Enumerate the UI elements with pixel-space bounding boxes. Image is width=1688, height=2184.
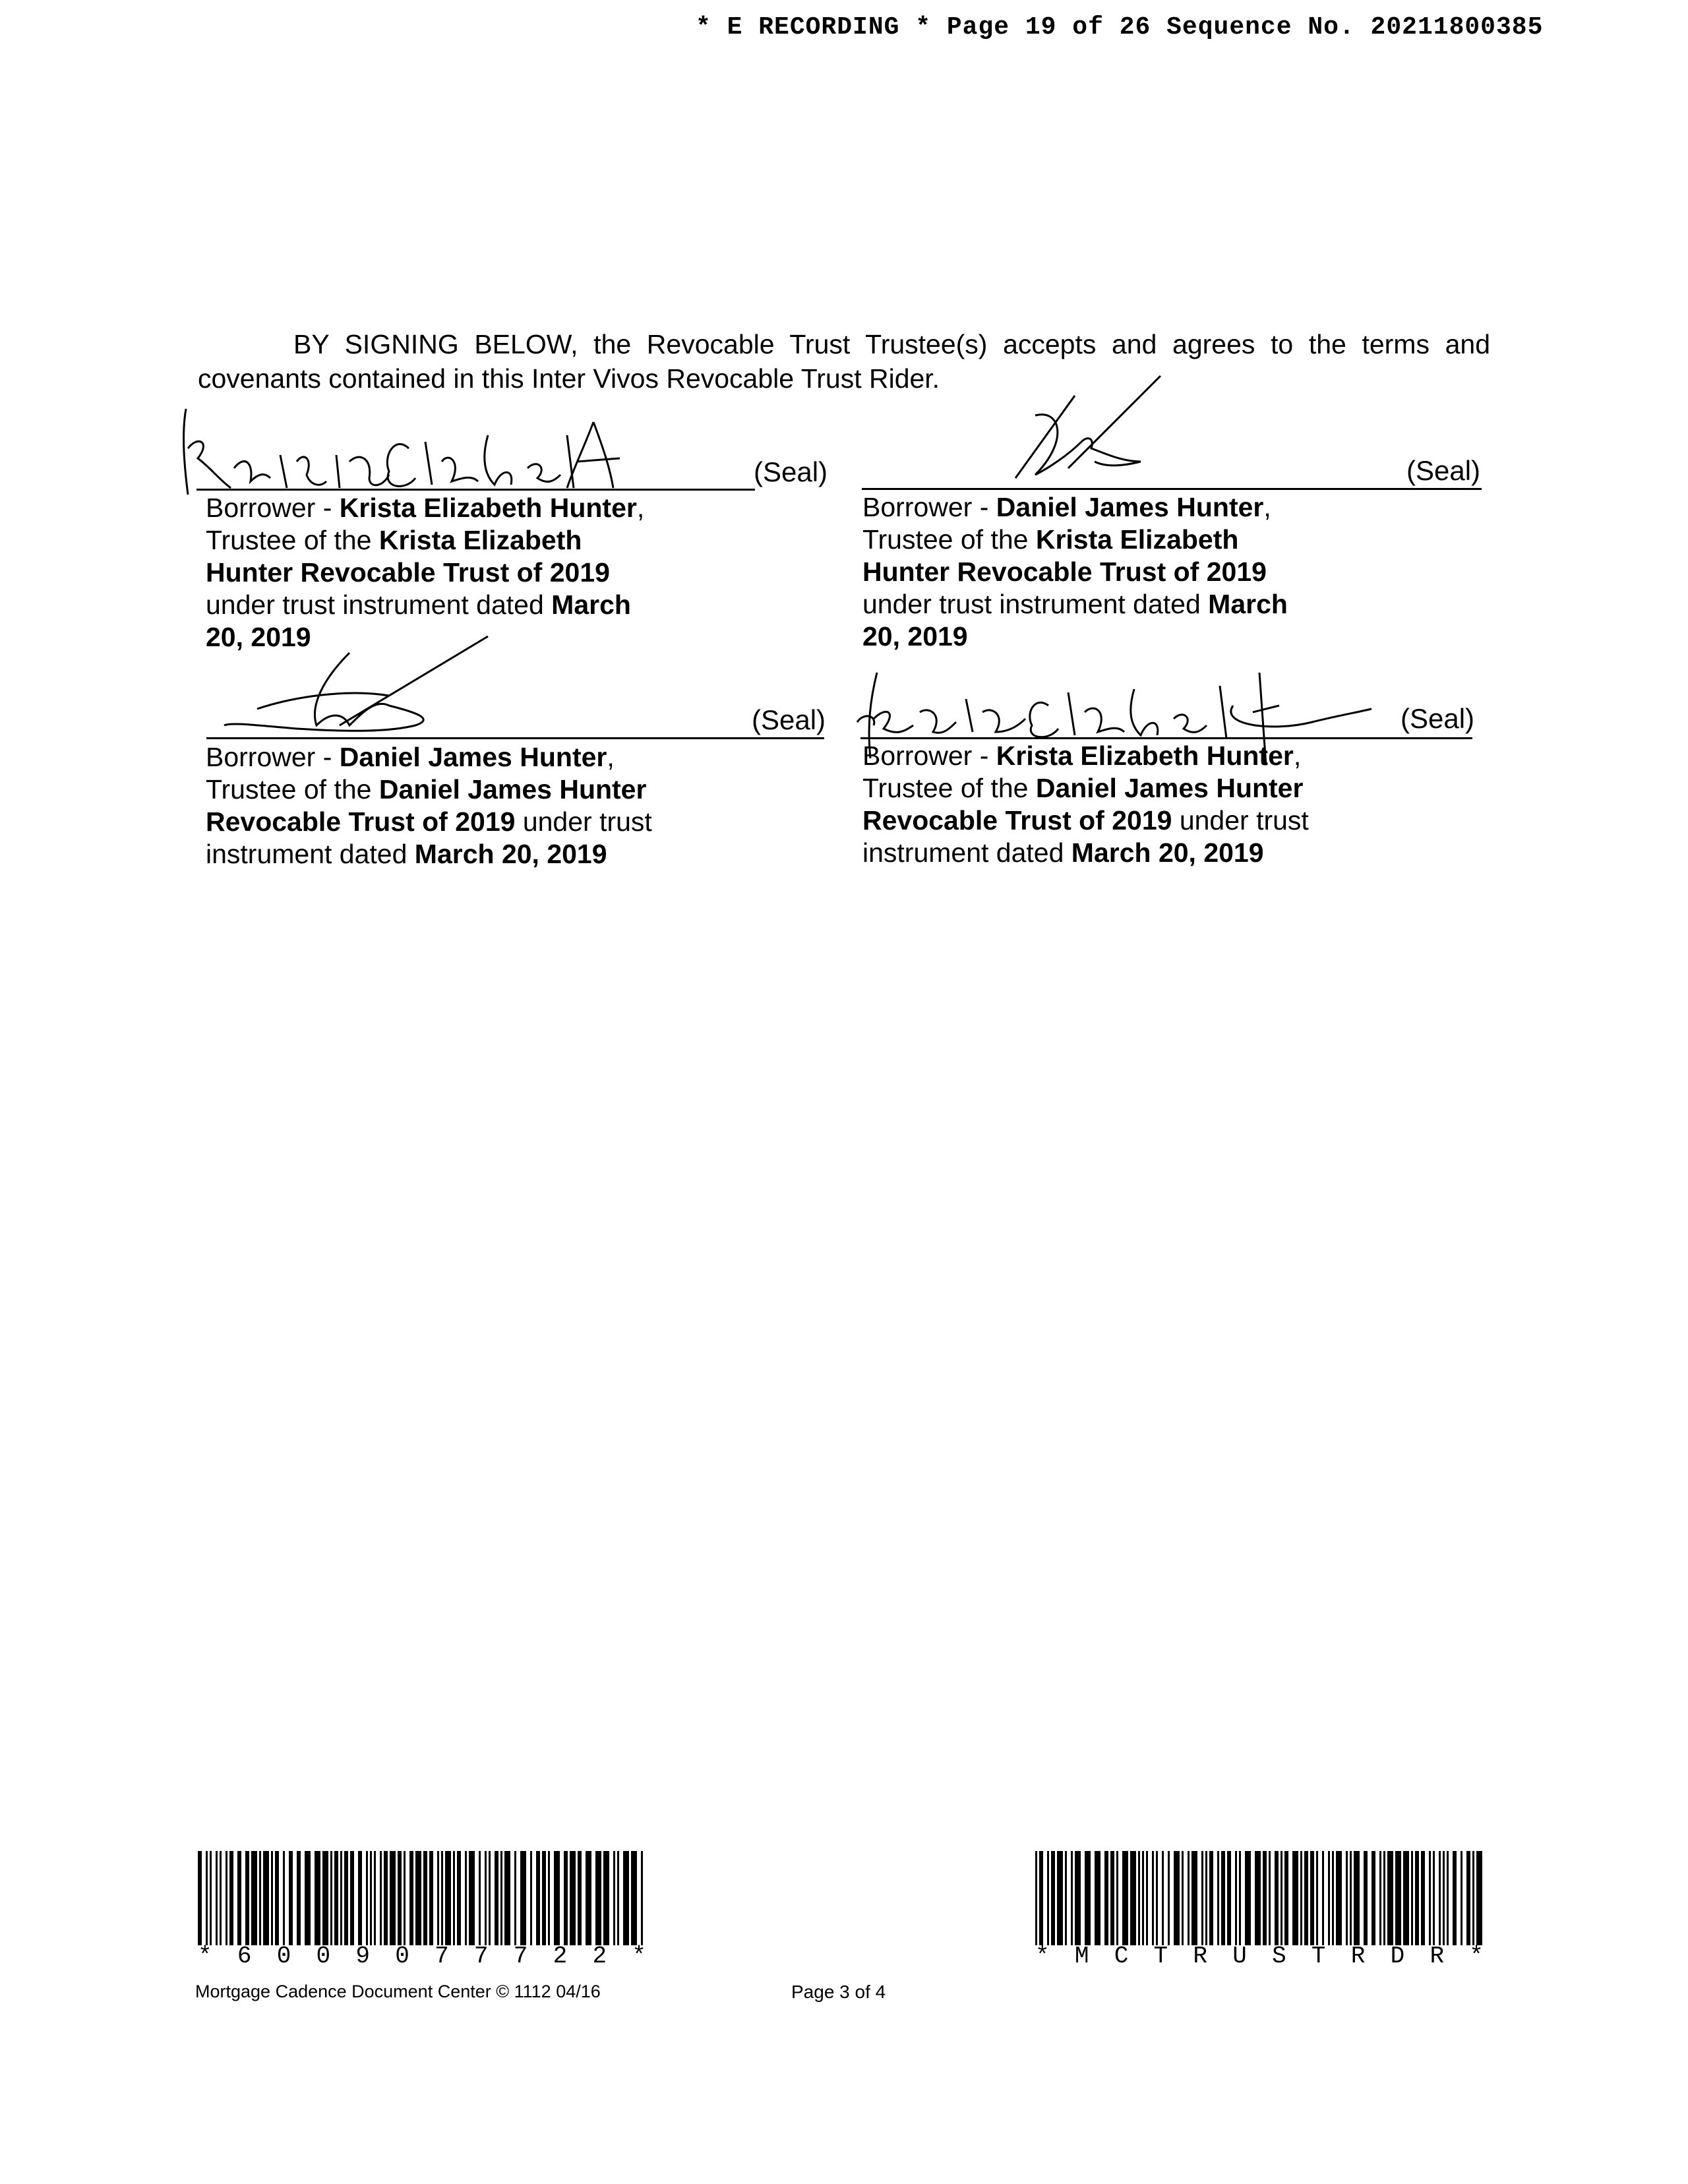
- barcode-caption-char: U: [1232, 1943, 1247, 1970]
- barcode-bar: [315, 1851, 320, 1945]
- barcode-bar: [1447, 1851, 1449, 1945]
- barcode-bar: [1104, 1851, 1108, 1945]
- barcode-caption-char: 7: [435, 1943, 449, 1970]
- signatory-description: Borrower - Daniel James Hunter, Trustee of the Krista Elizabeth Hunter Revocable Trust of 2019 under trust instrument dated March 20, 2019: [862, 492, 1288, 652]
- barcode-bar: [1281, 1851, 1282, 1945]
- barcode-bar: [226, 1851, 227, 1945]
- barcode-bar: [263, 1851, 269, 1945]
- barcode-caption-char: 7: [473, 1943, 489, 1970]
- barcode-bar: [1300, 1851, 1302, 1945]
- barcode-bar: [283, 1851, 285, 1945]
- barcode-bar: [530, 1851, 532, 1945]
- barcode-bar: [271, 1851, 273, 1945]
- seal-label: (Seal): [752, 704, 826, 735]
- barcode-bar: [1227, 1851, 1231, 1945]
- barcode-bar: [1174, 1851, 1180, 1945]
- barcode-bar: [437, 1851, 439, 1945]
- barcode-bar: [1130, 1851, 1136, 1945]
- barcode-caption-char: S: [1272, 1943, 1286, 1970]
- barcode-bar: [1354, 1851, 1360, 1945]
- barcode-bars: [1035, 1851, 1484, 1945]
- handwritten-signature: [218, 633, 495, 739]
- barcode-bar: [570, 1851, 576, 1945]
- barcode-bar: [210, 1851, 212, 1945]
- barcode-bar: [1075, 1851, 1081, 1945]
- barcode-bar: [1415, 1851, 1419, 1945]
- barcode-bar: [631, 1851, 637, 1945]
- barcode-bar: [1284, 1851, 1288, 1945]
- barcode-bar: [1453, 1851, 1457, 1945]
- barcode-bar: [350, 1851, 354, 1945]
- barcode-bar: [542, 1851, 546, 1945]
- barcode-bar: [489, 1851, 491, 1945]
- footer-document-center: Mortgage Cadence Document Center © 1112 04/16: [195, 1982, 601, 2001]
- barcode-caption-char: 2: [553, 1943, 568, 1970]
- barcode-bar: [1403, 1851, 1409, 1945]
- barcode-bar: [1263, 1851, 1267, 1945]
- barcode-bar: [275, 1851, 279, 1945]
- barcode-caption-char: M: [1074, 1943, 1089, 1970]
- barcode-bar: [330, 1851, 332, 1945]
- barcode-bar: [1065, 1851, 1067, 1945]
- barcode-caption-char: 0: [316, 1943, 331, 1970]
- barcode-caption-char: *: [1035, 1943, 1050, 1970]
- barcode-bar: [1035, 1851, 1037, 1945]
- barcode-bar: [1332, 1851, 1334, 1945]
- barcode-bar: [358, 1851, 362, 1945]
- signature-line: [206, 737, 824, 739]
- barcode-bar: [441, 1851, 443, 1945]
- barcode-bar: [485, 1851, 487, 1945]
- barcode-left: [198, 1851, 646, 1945]
- barcode-bar: [1439, 1851, 1441, 1945]
- seal-label: (Seal): [1401, 703, 1475, 734]
- barcode-bar: [1191, 1851, 1197, 1945]
- barcode-caption-char: C: [1114, 1943, 1129, 1970]
- barcode-bar: [1383, 1851, 1385, 1945]
- barcode-bar: [374, 1851, 376, 1945]
- barcode-bar: [390, 1851, 396, 1945]
- barcode-caption-char: 2: [592, 1943, 607, 1970]
- barcode-bar: [1188, 1851, 1190, 1945]
- barcode-bar: [1235, 1851, 1237, 1945]
- barcode-bar: [1476, 1851, 1482, 1945]
- barcode-bar: [564, 1851, 568, 1945]
- barcode-bar: [465, 1851, 467, 1945]
- barcode-bar: [198, 1851, 202, 1945]
- barcode-bar: [520, 1851, 526, 1945]
- barcode-bar: [1239, 1851, 1241, 1945]
- barcode-bar: [1182, 1851, 1184, 1945]
- barcode-bar: [1146, 1851, 1148, 1945]
- barcode-bar: [1162, 1851, 1164, 1945]
- barcode-bar: [641, 1851, 643, 1945]
- barcode-caption-char: D: [1390, 1943, 1405, 1970]
- barcode-bar: [237, 1851, 241, 1945]
- barcode-bar: [1292, 1851, 1298, 1945]
- barcode-bars: [198, 1851, 646, 1945]
- barcode-bar: [1039, 1851, 1043, 1945]
- barcode-bar: [1217, 1851, 1219, 1945]
- barcode-bar: [457, 1851, 461, 1945]
- barcode-bar: [1156, 1851, 1158, 1945]
- barcode-bar: [595, 1851, 601, 1945]
- barcode-bar: [548, 1851, 550, 1945]
- barcode-caption-char: 7: [513, 1943, 528, 1970]
- barcode-bar: [1255, 1851, 1261, 1945]
- barcode-bar: [554, 1851, 560, 1945]
- barcode-bar: [500, 1851, 502, 1945]
- barcode-bar: [1372, 1851, 1375, 1945]
- barcode-bar: [1047, 1851, 1049, 1945]
- barcode-bar: [1322, 1851, 1324, 1945]
- barcode-bar: [1245, 1851, 1251, 1945]
- barcode-bar: [409, 1851, 413, 1945]
- barcode-bar: [586, 1851, 591, 1945]
- barcode-bar: [1057, 1851, 1063, 1945]
- signature-line: [196, 489, 755, 491]
- barcode-bar: [1421, 1851, 1425, 1945]
- barcode-bar: [469, 1851, 475, 1945]
- seal-label: (Seal): [754, 456, 828, 487]
- barcode-caption-char: *: [1469, 1943, 1484, 1970]
- barcode-bar: [1152, 1851, 1154, 1945]
- barcode-bar: [1466, 1851, 1470, 1945]
- barcode-bar: [514, 1851, 516, 1945]
- barcode-bar: [415, 1851, 421, 1945]
- barcode-bar: [297, 1851, 301, 1945]
- barcode-bar: [479, 1851, 481, 1945]
- barcode-caption-char: 0: [395, 1943, 409, 1970]
- signatory-description: Borrower - Krista Elizabeth Hunter, Trustee of the Krista Elizabeth Hunter Revocable Trust of 2019 under trust instrument dated March 20, 2019: [206, 493, 645, 652]
- barcode-bar: [1461, 1851, 1462, 1945]
- barcode-bar: [1209, 1851, 1213, 1945]
- barcode-bar: [445, 1851, 451, 1945]
- barcode-bar: [1138, 1851, 1140, 1945]
- barcode-bar: [1205, 1851, 1207, 1945]
- barcode-caption-char: *: [198, 1943, 212, 1970]
- barcode-bar: [623, 1851, 629, 1945]
- signatory-description: Borrower - Daniel James Hunter, Trustee of the Daniel James Hunter Revocable Trust of 2019 under trust instrument dated March 20, 2019: [206, 742, 652, 869]
- barcode-bar: [1051, 1851, 1055, 1945]
- barcode-bar: [344, 1851, 348, 1945]
- barcode-bar: [1429, 1851, 1431, 1945]
- barcode-bar: [536, 1851, 540, 1945]
- barcode-bar: [384, 1851, 388, 1945]
- barcode-caption-char: R: [1430, 1943, 1445, 1970]
- barcode-bar: [603, 1851, 609, 1945]
- barcode-bar: [1316, 1851, 1318, 1945]
- barcode-bar: [289, 1851, 293, 1945]
- barcode-bar: [578, 1851, 582, 1945]
- handwritten-signature: [171, 396, 673, 508]
- barcode-bar: [1379, 1851, 1381, 1945]
- barcode-bar: [1328, 1851, 1330, 1945]
- barcode-bar: [216, 1851, 218, 1945]
- barcode-caption-char: R: [1193, 1943, 1207, 1970]
- barcode-caption-char: 9: [355, 1943, 370, 1970]
- footer-page-number: Page 3 of 4: [791, 1982, 886, 2002]
- barcode-bar: [1275, 1851, 1279, 1945]
- barcode-bar: [423, 1851, 427, 1945]
- barcode-bar: [229, 1851, 233, 1945]
- barcode-bar: [1142, 1851, 1144, 1945]
- barcode-bar: [1411, 1851, 1413, 1945]
- barcode-bar: [1443, 1851, 1445, 1945]
- barcode-bar: [340, 1851, 342, 1945]
- barcode-caption-char: R: [1350, 1943, 1366, 1970]
- signatory-description: Borrower - Krista Elizabeth Hunter, Trustee of the Daniel James Hunter Revocable Trust of 2019 under trust instrument dated March 20, 2019: [862, 741, 1309, 868]
- barcode-bar: [1350, 1851, 1352, 1945]
- signature-line: [860, 737, 1472, 739]
- barcode-bar: [504, 1851, 510, 1945]
- barcode-bar: [370, 1851, 372, 1945]
- barcode-bar: [613, 1851, 615, 1945]
- barcode-bar: [429, 1851, 433, 1945]
- barcode-bar: [334, 1851, 338, 1945]
- barcode-right: [1035, 1851, 1484, 1945]
- barcode-bar: [1221, 1851, 1225, 1945]
- barcode-bar: [366, 1851, 368, 1945]
- barcode-caption-char: 0: [276, 1943, 291, 1970]
- barcode-bar: [259, 1851, 261, 1945]
- barcode-bar: [1310, 1851, 1314, 1945]
- barcode-caption-char: *: [632, 1943, 646, 1970]
- signature-line: [862, 488, 1482, 490]
- barcode-bar: [1122, 1851, 1128, 1945]
- barcode-caption-char: T: [1153, 1943, 1168, 1970]
- barcode-bar: [1336, 1851, 1342, 1945]
- barcode-bar: [1395, 1851, 1401, 1945]
- intro-paragraph: BY SIGNING BELOW, the Revocable Trust Trustee(s) accepts and agrees to the terms and covenants contained in this Inter Vivos Revocable Trust Rider.: [198, 329, 1490, 394]
- barcode-bar: [251, 1851, 257, 1945]
- barcode-bar: [305, 1851, 311, 1945]
- barcode-bar: [404, 1851, 406, 1945]
- barcode-bar: [245, 1851, 249, 1945]
- barcode-bar: [220, 1851, 222, 1945]
- barcode-bar: [1110, 1851, 1114, 1945]
- barcode-caption-char: T: [1311, 1943, 1326, 1970]
- barcode-bar: [1116, 1851, 1118, 1945]
- recording-header: * E RECORDING * Page 19 of 26 Sequence No. 20211800385: [696, 13, 1544, 42]
- barcode-bar: [1071, 1851, 1073, 1945]
- barcode-bar: [1095, 1851, 1100, 1945]
- barcode-bar: [495, 1851, 498, 1945]
- barcode-bar: [380, 1851, 382, 1945]
- barcode-bar: [398, 1851, 402, 1945]
- barcode-bar: [1472, 1851, 1474, 1945]
- barcode-bar: [1304, 1851, 1308, 1945]
- barcode-bar: [1168, 1851, 1170, 1945]
- barcode-bar: [206, 1851, 208, 1945]
- barcode-caption-char: 6: [237, 1943, 252, 1970]
- barcode-bar: [1269, 1851, 1271, 1945]
- barcode-bar: [322, 1851, 328, 1945]
- barcode-caption: [198, 1943, 646, 1970]
- barcode-bar: [1346, 1851, 1348, 1945]
- seal-label: (Seal): [1406, 455, 1481, 486]
- barcode-bar: [1387, 1851, 1393, 1945]
- barcode-bar: [453, 1851, 455, 1945]
- barcode-bar: [1085, 1851, 1091, 1945]
- barcode-caption: [1035, 1943, 1484, 1970]
- barcode-bar: [1201, 1851, 1203, 1945]
- handwritten-signature: [976, 369, 1213, 488]
- barcode-bar: [1433, 1851, 1435, 1945]
- barcode-bar: [1364, 1851, 1368, 1945]
- barcode-bar: [617, 1851, 619, 1945]
